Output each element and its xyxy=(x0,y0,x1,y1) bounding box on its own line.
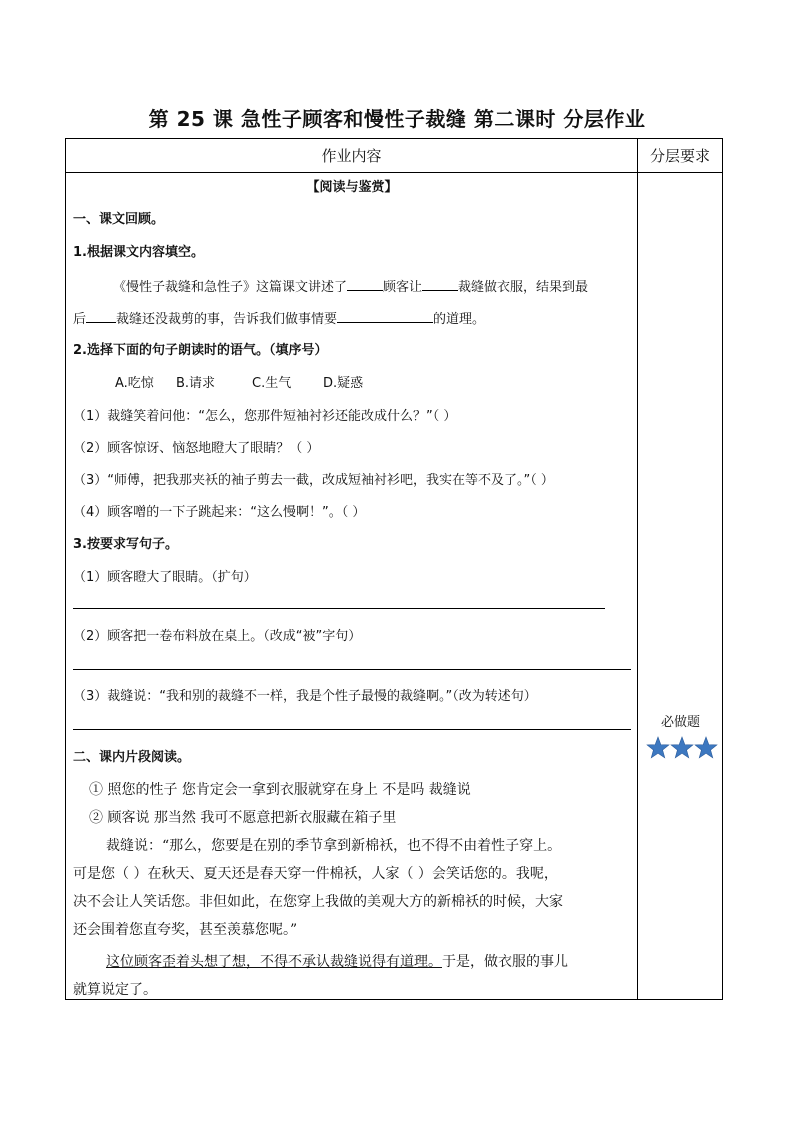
q1-line1-c: 裁缝做衣服，结果到最 xyxy=(458,280,589,295)
answer-line[interactable] xyxy=(73,729,631,730)
q2-item-2: （2）顾客惊讶、恼怒地瞪大了眼睛？（ ） xyxy=(73,441,320,456)
header-requirement: 分层要求 xyxy=(638,139,723,173)
underlined-sentence: 这位顾客歪着头想了想，不得不承认裁缝说得有道理。 xyxy=(106,954,442,970)
q1-line1-b: 顾客让 xyxy=(383,280,423,295)
answer-line[interactable] xyxy=(73,669,631,670)
star-icon xyxy=(671,737,693,758)
q1-line1-a: 《慢性子裁缝和急性子》这篇课文讲述了 xyxy=(113,280,348,295)
q1-line1 xyxy=(113,277,588,297)
passage-line-8: 就算说定了。 xyxy=(73,982,157,998)
q1-heading: 1.根据课文内容填空。 xyxy=(73,245,204,260)
content-cell xyxy=(66,173,638,1000)
q2-option-b: B.请求 xyxy=(176,376,216,391)
blank-field[interactable] xyxy=(86,309,116,323)
passage-line-4: 可是您（ ）在秋天、夏天还是春天穿一件棉袄，人家（ ）会笑话您的。我呢， xyxy=(73,866,558,882)
star-icon xyxy=(695,737,717,758)
blank-field[interactable] xyxy=(422,277,458,291)
q2-item-4: （4）顾客噌的一下子跳起来：“这么慢啊！”。（ ） xyxy=(73,505,366,520)
q2-option-c: C.生气 xyxy=(252,376,292,391)
requirement-label: 必做题 xyxy=(660,715,700,730)
q2-item-3: （3）“师傅，把我那夹袄的袖子剪去一截，改成短袖衬衫吧，我实在等不及了。”（ ） xyxy=(73,473,554,488)
q1-line2-c: 的道理。 xyxy=(433,312,486,327)
homework-table xyxy=(65,138,723,1000)
q2-option-d: D.疑惑 xyxy=(323,376,364,391)
q2-item-1: （1）裁缝笑着问他：“怎么，您那件短袖衬衫还能改成什么？”（ ） xyxy=(73,409,457,424)
q3-heading: 3.按要求写句子。 xyxy=(73,537,178,552)
q1-line2 xyxy=(73,309,485,329)
q3-item-1: （1）顾客瞪大了眼睛。（扩句） xyxy=(73,570,257,585)
star-icon xyxy=(647,737,669,758)
q3-item-3: （3）裁缝说：“我和别的裁缝不一样，我是个性子最慢的裁缝啊。”（改为转述句） xyxy=(73,689,537,704)
requirement-cell xyxy=(638,173,723,1000)
passage-line-2: ② 顾客说 那当然 我可不愿意把新衣服藏在箱子里 xyxy=(89,810,397,826)
q2-heading: 2.选择下面的句子朗读时的语气。（填序号） xyxy=(73,343,328,358)
part1-heading: 一、课文回顾。 xyxy=(73,212,165,227)
header-content: 作业内容 xyxy=(66,139,638,173)
passage-line-3: 裁缝说：“那么，您要是在别的季节拿到新棉袄，也不得不由着性子穿上。 xyxy=(106,838,562,854)
q1-line2-a: 后 xyxy=(73,312,87,327)
passage-line-7 xyxy=(106,953,568,971)
blank-field[interactable] xyxy=(337,309,433,323)
table-header-row xyxy=(66,139,723,173)
q3-item-2: （2）顾客把一卷布料放在桌上。（改成“被”字句） xyxy=(73,629,362,644)
passage-line-6: 还会围着您直夸奖，甚至羡慕您呢。” xyxy=(73,922,298,938)
page-title: 第 25 课 急性子顾客和慢性子裁缝 第二课时 分层作业 xyxy=(148,107,646,131)
q2-option-a: A.吃惊 xyxy=(115,376,154,391)
table-body-row xyxy=(66,173,723,1000)
section-heading: 【阅读与鉴赏】 xyxy=(306,180,398,195)
part2-heading: 二、课内片段阅读。 xyxy=(73,750,191,765)
passage-line-1: ① 照您的性子 您肯定会一拿到衣服就穿在身上 不是吗 裁缝说 xyxy=(89,782,471,798)
passage-line-7-rest: 于是，做衣服的事儿 xyxy=(442,954,568,970)
answer-line[interactable] xyxy=(73,608,605,609)
blank-field[interactable] xyxy=(347,277,383,291)
q1-line2-b: 裁缝还没裁剪的事，告诉我们做事情要 xyxy=(116,312,338,327)
star-rating xyxy=(646,736,718,760)
passage-line-5: 决不会让人笑话您。非但如此，在您穿上我做的美观大方的新棉袄的时候，大家 xyxy=(73,894,563,910)
